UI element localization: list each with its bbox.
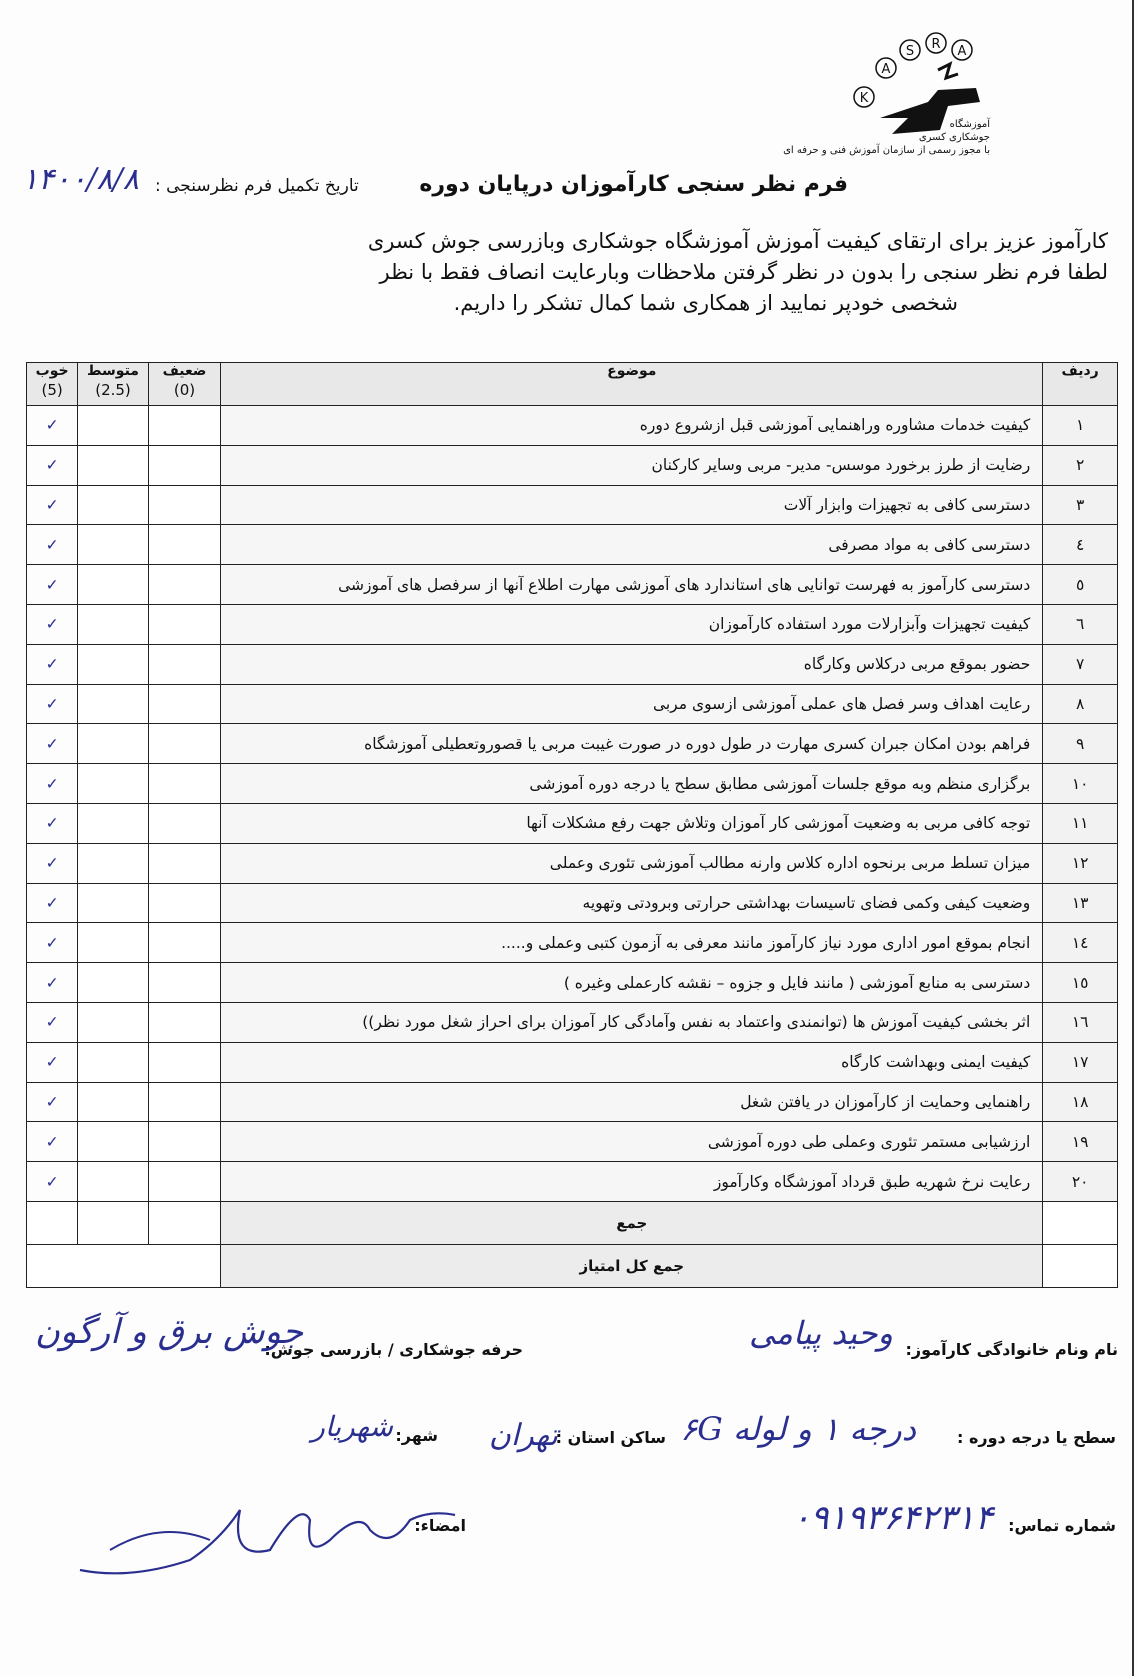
rating-good[interactable] (27, 883, 78, 923)
rating-weak[interactable] (148, 445, 221, 485)
rating-medium[interactable] (78, 764, 148, 804)
rating-weak[interactable] (148, 1002, 221, 1042)
row-topic: میزان تسلط مربی برنحوه اداره کلاس وارنه مطالب آموزشی تئوری وعملی (221, 843, 1043, 883)
sum-row (27, 1201, 1118, 1244)
rating-medium[interactable] (78, 843, 148, 883)
rating-weak[interactable] (148, 724, 221, 764)
date-label: تاریخ تکمیل فرم نظرسنجی : (155, 176, 359, 196)
rating-good[interactable] (27, 724, 78, 764)
col-topic: موضوع (221, 363, 1043, 406)
rating-good[interactable] (27, 445, 78, 485)
row-topic: حضور بموقع مربی درکلاس وکارگاه (221, 644, 1043, 684)
rating-medium[interactable] (78, 803, 148, 843)
rating-medium[interactable] (78, 406, 148, 446)
rating-medium[interactable] (78, 883, 148, 923)
rating-medium[interactable] (78, 445, 148, 485)
survey-table (26, 362, 1118, 1288)
city-label: شهر: (395, 1426, 438, 1445)
table-row (27, 764, 1118, 804)
row-number: ۱ (1043, 406, 1118, 446)
rating-good[interactable] (27, 406, 78, 446)
name-label: نام ونام خانوادگی کارآموز: (905, 1340, 1118, 1359)
trade-value[interactable]: جوش برق و آرگون (35, 1312, 304, 1352)
rating-good[interactable] (27, 963, 78, 1003)
rating-weak[interactable] (148, 1042, 221, 1082)
rating-weak[interactable] (148, 525, 221, 565)
check-mark-icon: ✓ (45, 854, 59, 873)
table-row (27, 724, 1118, 764)
row-number: ۱۱ (1043, 803, 1118, 843)
rating-weak[interactable] (148, 883, 221, 923)
rating-weak[interactable] (148, 843, 221, 883)
col-good: خوب (5) (27, 363, 78, 406)
row-topic: رعایت اهداف وسر فصل های عملی آموزشی ازسوی مربی (221, 684, 1043, 724)
table-row (27, 1002, 1118, 1042)
logo-letter-5: A (957, 44, 967, 59)
row-topic: ارزشیابی مستمر تئوری وعملی طی دوره آموزشی (221, 1122, 1043, 1162)
date-value[interactable]: ۱۴۰۰/۸/۸ (22, 162, 139, 197)
rating-good[interactable] (27, 604, 78, 644)
row-topic: دسترسی کافی به تجهیزات وابزار آلات (221, 485, 1043, 525)
row-topic: کیفیت تجهیزات وآبزارلات مورد استفاده کارآموزان (221, 604, 1043, 644)
row-topic: راهنمایی وحمایت از کارآموزان در یافتن شغل (221, 1082, 1043, 1122)
row-topic: رعایت نرخ شهریه طبق قرداد آموزشگاه وکارآموز (221, 1162, 1043, 1202)
rating-medium[interactable] (78, 1122, 148, 1162)
row-number: ۲۰ (1043, 1162, 1118, 1202)
row-number: ۲ (1043, 445, 1118, 485)
check-mark-icon: ✓ (45, 535, 59, 554)
row-topic: کیفیت خدمات مشاوره وراهنمایی آموزشی قبل ازشروع دوره (221, 406, 1043, 446)
phone-value[interactable]: ۰۹۱۹۳۶۴۲۳۱۴ (792, 1498, 993, 1538)
row-topic: دسترسی به منابع آموزشی ( مانند فایل و جزوه – نقشه کارعملی وغیره ) (221, 963, 1043, 1003)
check-mark-icon: ✓ (45, 456, 59, 475)
col-weak: ضعیف (0) (148, 363, 221, 406)
total-row (27, 1244, 1118, 1287)
row-topic: وضعیت کیفی وکمی فضای تاسیسات بهداشتی حرارتی وبرودتی وتهویه (221, 883, 1043, 923)
row-number: ۱۸ (1043, 1082, 1118, 1122)
table-row (27, 843, 1118, 883)
check-mark-icon: ✓ (45, 1172, 59, 1191)
table-row (27, 684, 1118, 724)
row-number: ۱۰ (1043, 764, 1118, 804)
total-label: جمع کل امتیاز (221, 1244, 1043, 1287)
row-topic: کیفیت ایمنی وبهداشت کارگاه (221, 1042, 1043, 1082)
rating-good[interactable] (27, 1162, 78, 1202)
row-topic: اثر بخشی کیفیت آموزش ها (توانمندی واعتماد به نفس وآمادگی کار آموزان برای احراز شغل مورد نظر)) (221, 1002, 1043, 1042)
edge-rule (1132, 0, 1134, 1676)
rating-weak[interactable] (148, 604, 221, 644)
trade-label: حرفه جوشکاری / بازرسی جوش: (264, 1340, 523, 1359)
rating-good[interactable] (27, 644, 78, 684)
row-number: ۷ (1043, 644, 1118, 684)
rating-medium[interactable] (78, 525, 148, 565)
rating-medium[interactable] (78, 923, 148, 963)
rating-weak[interactable] (148, 1162, 221, 1202)
table-row (27, 803, 1118, 843)
rating-medium[interactable] (78, 644, 148, 684)
row-number: ۹ (1043, 724, 1118, 764)
rating-weak[interactable] (148, 1082, 221, 1122)
rating-weak[interactable] (148, 684, 221, 724)
row-number: ۳ (1043, 485, 1118, 525)
rating-medium[interactable] (78, 684, 148, 724)
table-row (27, 963, 1118, 1003)
rating-good[interactable] (27, 1042, 78, 1082)
form-title: فرم نظر سنجی کارآموزان درپایان دوره (419, 172, 848, 197)
rating-good[interactable] (27, 485, 78, 525)
table-row (27, 565, 1118, 605)
check-mark-icon: ✓ (45, 1053, 59, 1072)
table-row (27, 1082, 1118, 1122)
row-number: ۸ (1043, 684, 1118, 724)
row-topic: دسترسی کافی به مواد مصرفی (221, 525, 1043, 565)
rating-weak[interactable] (148, 1122, 221, 1162)
logo-letter-1: K (859, 91, 869, 106)
check-mark-icon: ✓ (45, 973, 59, 992)
row-number: ۱۷ (1043, 1042, 1118, 1082)
rating-weak[interactable] (148, 485, 221, 525)
row-number: ۱٦ (1043, 1002, 1118, 1042)
check-mark-icon: ✓ (45, 734, 59, 753)
table-row (27, 406, 1118, 446)
check-mark-icon: ✓ (45, 575, 59, 594)
row-number: ۱۹ (1043, 1122, 1118, 1162)
check-mark-icon: ✓ (45, 1013, 59, 1032)
table-row (27, 1042, 1118, 1082)
check-mark-icon: ✓ (45, 933, 59, 952)
city-value[interactable]: شهریار (311, 1410, 393, 1443)
rating-good[interactable] (27, 803, 78, 843)
rating-medium[interactable] (78, 1002, 148, 1042)
rating-good[interactable] (27, 1002, 78, 1042)
row-topic: دسترسی کارآموز به فهرست توانایی های استاندارد های آموزشی مهارت اطلاع آنها از سرفصل های آموزشی (221, 565, 1043, 605)
rating-good[interactable] (27, 1122, 78, 1162)
rating-good[interactable] (27, 525, 78, 565)
signature-label: امضاء: (414, 1516, 466, 1535)
rating-good[interactable] (27, 1082, 78, 1122)
check-mark-icon: ✓ (45, 893, 59, 912)
level-value[interactable]: درجه ۱ و لوله ۶G (680, 1410, 916, 1448)
table-row (27, 1122, 1118, 1162)
rating-medium[interactable] (78, 1162, 148, 1202)
kasra-logo (788, 30, 988, 180)
row-number: ۱۲ (1043, 843, 1118, 883)
logo-caption: آموزشگاه جوشکاری کسری با مجوز رسمی از سازمان آموزش فنی و حرفه ای (783, 119, 990, 156)
table-row (27, 1162, 1118, 1202)
check-mark-icon: ✓ (45, 694, 59, 713)
row-number: ۱٤ (1043, 923, 1118, 963)
check-mark-icon: ✓ (45, 615, 59, 634)
rating-weak[interactable] (148, 963, 221, 1003)
rating-good[interactable] (27, 565, 78, 605)
check-mark-icon: ✓ (45, 495, 59, 514)
logo-letter-2: A (881, 62, 891, 77)
rating-medium[interactable] (78, 1082, 148, 1122)
check-mark-icon: ✓ (45, 416, 59, 435)
table-row (27, 923, 1118, 963)
row-number: ٤ (1043, 525, 1118, 565)
rating-medium[interactable] (78, 963, 148, 1003)
level-label: سطح یا درجه دوره : (956, 1428, 1116, 1447)
check-mark-icon: ✓ (45, 1092, 59, 1111)
check-mark-icon: ✓ (45, 814, 59, 833)
province-value[interactable]: تهران (488, 1418, 558, 1453)
row-number: ٦ (1043, 604, 1118, 644)
row-topic: رضایت از طرز برخورد موسس- مدیر- مربی وسایر کارکنان (221, 445, 1043, 485)
row-number: ۱٥ (1043, 963, 1118, 1003)
rating-weak[interactable] (148, 764, 221, 804)
check-mark-icon: ✓ (45, 655, 59, 674)
rating-medium[interactable] (78, 724, 148, 764)
name-value[interactable]: وحید پیامی (749, 1314, 893, 1352)
rating-good[interactable] (27, 843, 78, 883)
rating-weak[interactable] (148, 644, 221, 684)
table-row (27, 485, 1118, 525)
rating-good[interactable] (27, 764, 78, 804)
row-topic: برگزاری منظم وبه موقع جلسات آموزشی مطابق سطح یا درجه دوره آموزشی (221, 764, 1043, 804)
rating-medium[interactable] (78, 1042, 148, 1082)
rating-weak[interactable] (148, 406, 221, 446)
col-row: ردیف (1043, 363, 1118, 406)
table-row (27, 525, 1118, 565)
intro-text: کارآموز عزیز برای ارتقای کیفیت آموزش آموزشگاه جوشکاری وبازرسی جوش کسری لطفا فرم نظر سنجی را بدون در نظر گرفتن ملاحظات وبارعایت انصاف فقط با نظر شخصی خودپر نمایید از همکاری شما کمال تشکر را داریم. (367, 229, 1108, 315)
rating-weak[interactable] (148, 923, 221, 963)
col-medium: متوسط (2.5) (78, 363, 148, 406)
table-row (27, 883, 1118, 923)
logo-letter-4: R (931, 37, 941, 52)
table-row (27, 445, 1118, 485)
table-row (27, 604, 1118, 644)
logo-letter-3: S (905, 44, 915, 59)
table-row (27, 644, 1118, 684)
rating-good[interactable] (27, 923, 78, 963)
rating-good[interactable] (27, 684, 78, 724)
total-value[interactable] (27, 1244, 221, 1287)
rating-weak[interactable] (148, 803, 221, 843)
phone-label: شماره تماس: (1008, 1516, 1116, 1535)
rating-weak[interactable] (148, 565, 221, 605)
row-number: ٥ (1043, 565, 1118, 605)
row-topic: فراهم بودن امکان جبران کسری مهارت در طول دوره در صورت غیبت مربی یا قصوروتعطیلی آموزشگاه (221, 724, 1043, 764)
signature-image (70, 1480, 470, 1590)
row-number: ۱۳ (1043, 883, 1118, 923)
row-topic: توجه کافی مربی به وضعیت آموزشی کار آموزان وتلاش جهت رفع مشکلات آنها (221, 803, 1043, 843)
rating-medium[interactable] (78, 565, 148, 605)
province-label: ساکن استان : (555, 1428, 666, 1447)
rating-medium[interactable] (78, 604, 148, 644)
sum-label: جمع (221, 1201, 1043, 1244)
check-mark-icon: ✓ (45, 1132, 59, 1151)
table-header (27, 363, 1118, 406)
row-topic: انجام بموقع امور اداری مورد نیاز کارآموز مانند معرفی به آزمون کتبی وعملی و..... (221, 923, 1043, 963)
check-mark-icon: ✓ (45, 774, 59, 793)
rating-medium[interactable] (78, 485, 148, 525)
